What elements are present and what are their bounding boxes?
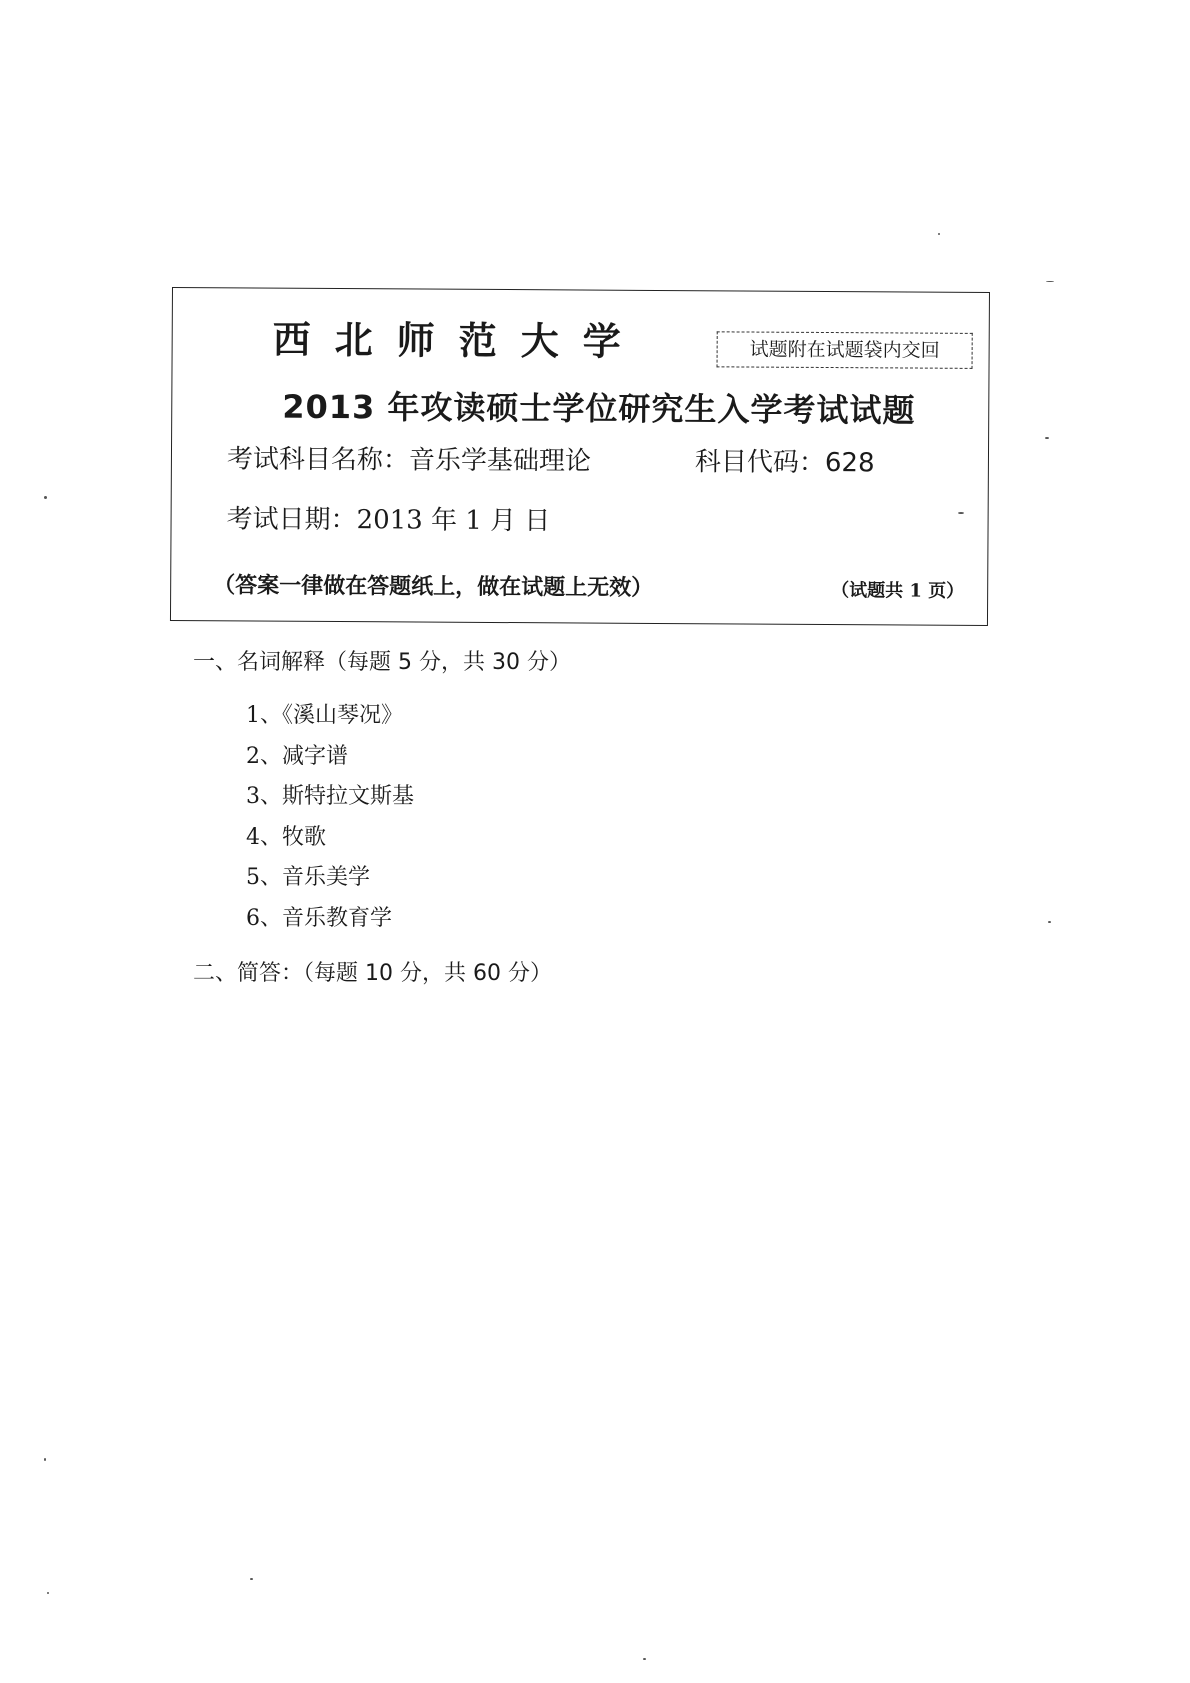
- answer-notice: （答案一律做在答题纸上，做在试题上无效）: [213, 573, 654, 601]
- section-heading-terms: 一、名词解释（每题 5 分，共 30 分）: [193, 650, 571, 675]
- section-heading-short-answer: 二、简答：（每题 10 分，共 60 分）: [193, 961, 552, 986]
- scan-speck: [44, 1458, 46, 1461]
- list-item: 5、音乐美学: [246, 865, 370, 890]
- scan-speck: [938, 233, 940, 235]
- list-item: 1、《溪山琴况》: [246, 703, 403, 728]
- subject-name: 考试科目名称：音乐学基础理论: [226, 444, 592, 477]
- list-item: 6、音乐教育学: [246, 905, 392, 931]
- scan-speck: [250, 1578, 253, 1580]
- scan-speck: [1046, 281, 1054, 282]
- list-item: 4、牧歌: [246, 824, 326, 850]
- subject-code: 科目代码：628: [694, 447, 875, 479]
- scan-speck: [1048, 921, 1051, 923]
- exam-title: 2013 年攻读硕士学位研究生入学考试试题: [282, 387, 916, 430]
- scan-speck: [1045, 437, 1049, 439]
- exam-header-box: [170, 287, 990, 626]
- list-item: 2、减字谱: [246, 743, 348, 769]
- exam-date: 考试日期：2013 年 1 月 日: [226, 504, 551, 537]
- scan-speck: [643, 1658, 646, 1660]
- page-count: （试题共 1 页）: [831, 580, 965, 602]
- scan-speck: [44, 496, 47, 499]
- scan-speck: [958, 512, 964, 514]
- term-list: [246, 698, 414, 941]
- scan-speck: [47, 1592, 49, 1594]
- return-notice-stamp: 试题附在试题袋内交回: [717, 331, 973, 369]
- list-item: 3、斯特拉文斯基: [246, 784, 414, 809]
- university-name: 西北师范大学: [272, 317, 645, 364]
